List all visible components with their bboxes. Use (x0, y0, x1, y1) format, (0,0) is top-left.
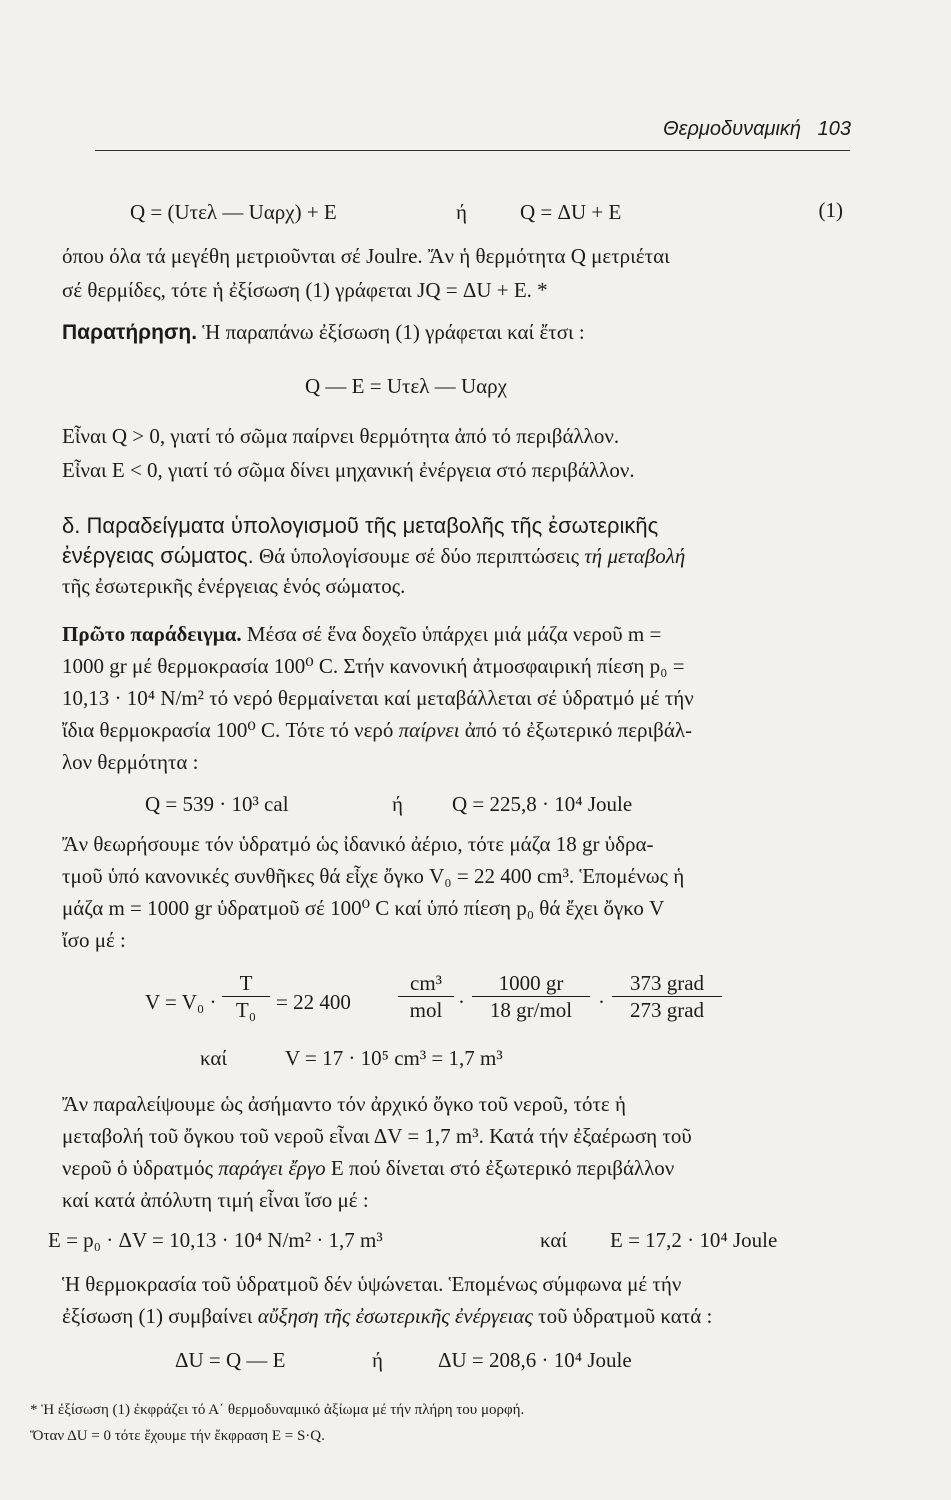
remark-text: Ἡ παραπάνω ἐξίσωση (1) γράφεται καί ἔτσι : (202, 320, 585, 344)
paragraph-line: σέ θερμίδες, τότε ἡ ἐξίσωση (1) γράφεται JQ = ΔU + E. * (62, 278, 548, 302)
example-line: λον θερμότητα : (62, 750, 199, 774)
fraction-mass: 1000 gr 18 gr/mol (472, 970, 590, 1023)
paragraph-line: Ἄν παραλείψουμε ὡς ἀσήμαντο τόν ἀρχικό ὄγκο τοῦ νεροῦ, τότε ἡ (62, 1092, 626, 1116)
equation-5: V = 17 · 10⁵ cm³ = 1,7 m³ (285, 1046, 503, 1070)
paragraph-line: όπου όλα τά μεγέθη μετριοῦνται σέ Joulre. Ἄν ἡ θερμότητα Q μετριέται (62, 244, 670, 268)
equation-7-or: ή (372, 1348, 383, 1372)
remark-line (62, 318, 852, 347)
equation-6-and: καί (540, 1228, 568, 1252)
example-label: Πρῶτο παράδειγμα. (62, 622, 242, 646)
paragraph-line: Ἡ θερμοκρασία τοῦ ὑδρατμοῦ δέν ὑψώνεται. Ἑπομένως σύμφωνα μέ τήν (62, 1272, 682, 1296)
equation-4-dot: · (458, 990, 465, 1014)
equation-7-right: ΔU = 208,6 · 10⁴ Joule (438, 1348, 632, 1372)
paragraph-line: καί κατά ἀπόλυτη τιμή εἶναι ἴσο μέ : (62, 1188, 369, 1212)
paragraph-line: τῆς ἐσωτερικῆς ἐνέργειας ἑνός σώματος. (62, 574, 406, 598)
equation-1-right: Q = ΔU + E (520, 200, 622, 224)
section-heading: δ. Παραδείγματα ὑπολογισμοῦ τῆς μεταβολῆς τῆς ἐσωτερικῆς (62, 513, 659, 538)
equation-2: Q — E = Uτελ — Uαρχ (305, 374, 507, 398)
fraction-temp: 373 grad 273 grad (612, 970, 722, 1023)
paragraph-line: ἐξίσωση (1) συμβαίνει αὔξηση τῆς ἐσωτερικῆς ἐνέργειας τοῦ ὑδρατμοῦ κατά : (62, 1304, 713, 1328)
page-number: 103 (817, 118, 851, 140)
equation-4-lhs: V = V₀ · (145, 990, 217, 1014)
fraction-cm3-mol: cm³ mol (398, 970, 454, 1023)
footnote-line: * Ἡ ἐξίσωση (1) ἐκφράζει τό Α΄ θερμοδυναμικό ἀξίωμα μέ τήν πλήρη του μορφή. (30, 1402, 525, 1418)
equation-4-value: = 22 400 (276, 990, 351, 1014)
equation-6-left: E = p₀ · ΔV = 10,13 · 10⁴ N/m² · 1,7 m³ (48, 1228, 383, 1252)
paragraph-line: Εἶναι Q > 0, γιατί τό σῶμα παίρνει θερμότητα ἀπό τό περιβάλλον. (62, 424, 620, 448)
paragraph-line: Ἄν θεωρήσουμε τόν ὑδρατμό ὡς ἰδανικό ἀέριο, τότε μάζα 18 gr ὑδρα- (62, 832, 654, 856)
paragraph-line: ἴσο μέ : (62, 928, 126, 952)
remark-label: Παρατήρηση. (62, 321, 198, 344)
equation-1-or: ή (456, 200, 467, 224)
equation-1-left: Q = (Uτελ — Uαρχ) + E (130, 200, 337, 224)
equation-3-or: ή (392, 792, 403, 816)
header-rule (95, 150, 850, 151)
paragraph-line: τμοῦ ὑπό κανονικές συνθῆκες θά εἶχε ὄγκο V₀ = 22 400 cm³. Ἑπομένως ἡ (62, 864, 685, 888)
example-line: 10,13 · 10⁴ N/m² τό νερό θερμαίνεται καί μεταβάλλεται σέ ὑδρατμό μέ τήν (62, 686, 694, 710)
equation-3-left: Q = 539 · 10³ cal (145, 792, 289, 816)
equation-6-right: E = 17,2 · 10⁴ Joule (610, 1228, 778, 1252)
equation-number: (1) (818, 198, 843, 222)
equation-4-dot: · (598, 990, 605, 1014)
paragraph-line: Εἶναι E < 0, γιατί τό σῶμα δίνει μηχανική ἐνέργεια στό περιβάλλον. (62, 458, 635, 482)
footnote-line: Ὅταν ΔU = 0 τότε ἔχουμε τήν ἔκφραση E = S·Q. (30, 1428, 325, 1444)
fraction-T: $\frac{T}{\text{T₀}}$ (222, 970, 270, 1023)
example-line: 1000 gr μέ θερμοκρασία 100⁰ C. Στήν κανονική ἀτμοσφαιρική πίεση p₀ = (62, 654, 685, 678)
section-heading-line2: ἐνέργειας σώματος. Θά ὑπολογίσουμε σέ δύο περιπτώσεις τή μεταβολή (62, 543, 686, 568)
equation-5-and: καί (200, 1046, 228, 1070)
equation-3-right: Q = 225,8 · 10⁴ Joule (452, 792, 633, 816)
running-header (0, 118, 951, 142)
paragraph-line: νεροῦ ὁ ὑδρατμός παράγει ἔργο E πού δίνεται στό ἐξωτερικό περιβάλλον (62, 1156, 675, 1180)
paragraph-line: μάζα m = 1000 gr ὑδρατμοῦ σέ 100⁰ C καί ὑπό πίεση p₀ θά ἔχει ὄγκο V (62, 896, 665, 920)
paragraph-line: μεταβολή τοῦ ὄγκου τοῦ νεροῦ εἶναι ΔV = 1,7 m³. Κατά τήν ἐξαέρωση τοῦ (62, 1124, 692, 1148)
header-title: Θερμοδυναμική (663, 118, 801, 140)
equation-7-left: ΔU = Q — E (175, 1348, 286, 1372)
example-line: ἴδια θερμοκρασία 100⁰ C. Τότε τό νερό παίρνει ἀπό τό ἐξωτερικό περιβάλ- (62, 718, 693, 742)
example-line: Πρῶτο παράδειγμα. Μέσα σέ ἕνα δοχεῖο ὑπάρχει μιά μάζα νεροῦ m = (62, 622, 662, 646)
